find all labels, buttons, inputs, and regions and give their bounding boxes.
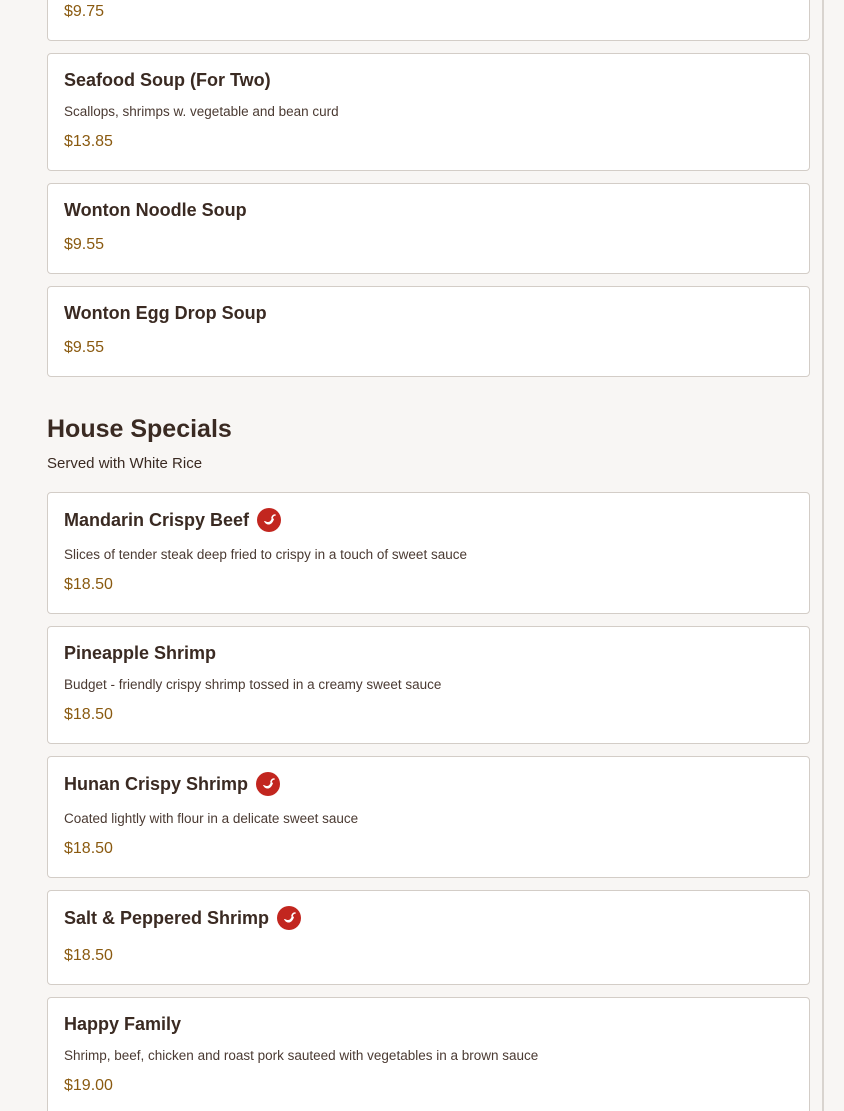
item-name-text: Pineapple Shrimp [64, 643, 217, 663]
item-price: $18.50 [64, 576, 113, 593]
menu-item-card[interactable] [47, 492, 810, 614]
section-title: House Specials [47, 415, 232, 443]
item-price: $9.55 [64, 236, 105, 253]
menu-item-card[interactable] [47, 286, 810, 377]
menu-item-card[interactable] [47, 0, 810, 41]
item-name [64, 508, 281, 532]
item-price: $19.00 [64, 1077, 113, 1094]
chili-pepper-icon [257, 508, 281, 532]
item-name [64, 303, 267, 324]
menu-item-card[interactable] [47, 183, 810, 274]
menu-item-card[interactable] [47, 890, 810, 985]
item-price: $9.55 [64, 339, 105, 356]
item-name-text: Seafood Soup (For Two) [64, 70, 271, 90]
item-description: Slices of tender steak deep fried to crispy in a touch of sweet sauce [64, 547, 467, 562]
item-name [64, 1014, 181, 1035]
item-name-text: Wonton Noodle Soup [64, 200, 247, 220]
menu-item-card[interactable] [47, 997, 810, 1111]
item-name-text: Hunan Crispy Shrimp [64, 773, 249, 794]
item-price: $18.50 [64, 840, 113, 857]
item-description: Budget - friendly crispy shrimp tossed in a creamy sweet sauce [64, 677, 442, 692]
item-name [64, 643, 216, 664]
item-description: Coated lightly with flour in a delicate sweet sauce [64, 811, 359, 826]
item-description: Scallops, shrimps w. vegetable and bean curd [64, 104, 339, 119]
section-subtitle: Served with White Rice [47, 455, 203, 472]
item-name [64, 70, 271, 91]
chili-pepper-icon [277, 906, 301, 930]
item-price: $9.75 [64, 3, 105, 20]
item-description: Shrimp, beef, chicken and roast pork sauteed with vegetables in a brown sauce [64, 1048, 539, 1063]
scroll-track [822, 0, 824, 1111]
menu-item-card[interactable] [47, 756, 810, 878]
item-name-text: Salt & Peppered Shrimp [64, 907, 270, 928]
menu-item-card[interactable] [47, 626, 810, 744]
item-name [64, 906, 301, 930]
item-name [64, 200, 247, 221]
item-name-text: Happy Family [64, 1014, 182, 1034]
chili-pepper-icon [256, 772, 280, 796]
item-name-text: Wonton Egg Drop Soup [64, 303, 267, 323]
item-price: $13.85 [64, 133, 113, 150]
item-name [64, 772, 280, 796]
item-name-text: Mandarin Crispy Beef [64, 509, 250, 530]
item-price: $18.50 [64, 706, 113, 723]
menu-item-card[interactable] [47, 53, 810, 171]
item-price: $18.50 [64, 947, 113, 964]
